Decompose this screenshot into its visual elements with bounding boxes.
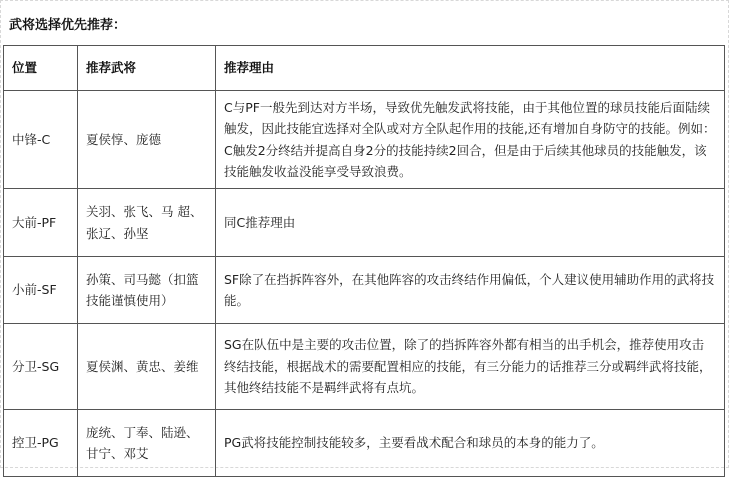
table-row	[4, 257, 725, 324]
table-row	[4, 410, 725, 477]
cell-position: 控卫-PG	[4, 410, 78, 477]
cell-position: 小前-SF	[4, 257, 78, 324]
recommendation-table	[3, 45, 725, 477]
header-reason: 推荐理由	[216, 46, 725, 91]
cell-position: 分卫-SG	[4, 324, 78, 410]
cell-position: 大前-PF	[4, 189, 78, 257]
cell-generals: 庞统、丁奉、陆逊、甘宁、邓艾	[78, 410, 216, 477]
table-row	[4, 91, 725, 189]
cell-reason: SF除了在挡拆阵容外，在其他阵容的攻击终结作用偏低，个人建议使用辅助作用的武将技能。	[216, 257, 725, 324]
cell-generals: 夏侯惇、庞德	[78, 91, 216, 189]
table-row	[4, 189, 725, 257]
cell-position: 中锋-C	[4, 91, 78, 189]
cell-generals: 关羽、张飞、马 超、张辽、孙坚	[78, 189, 216, 257]
cell-reason: C与PF一般先到达对方半场，导致优先触发武将技能，由于其他位置的球员技能后面陆续触发，因此技能宜选择对全队或对方全队起作用的技能,还有增加自身防守的技能。例如：C触发2分终结并提高自身2分的技能持续2回合，但是由于后续其他球员的技能触发，该技能触发收益没能享受导致浪费。	[216, 91, 725, 189]
table-header-row	[4, 46, 725, 91]
cell-generals: 夏侯渊、黄忠、姜维	[78, 324, 216, 410]
header-position: 位置	[4, 46, 78, 91]
table-row	[4, 324, 725, 410]
cell-reason: SG在队伍中是主要的攻击位置，除了的挡拆阵容外都有相当的出手机会，推荐使用攻击终结技能，根据战术的需要配置相应的技能，有三分能力的话推荐三分或羁绊武将技能，其他终结技能不是羁绊武将有点坑。	[216, 324, 725, 410]
cell-reason: 同C推荐理由	[216, 189, 725, 257]
cell-generals: 孙策、司马懿（扣篮技能谨慎使用）	[78, 257, 216, 324]
section-heading: 武将选择优先推荐：	[9, 18, 127, 33]
header-generals: 推荐武将	[78, 46, 216, 91]
cell-reason: PG武将技能控制技能较多，主要看战术配合和球员的本身的能力了。	[216, 410, 725, 477]
